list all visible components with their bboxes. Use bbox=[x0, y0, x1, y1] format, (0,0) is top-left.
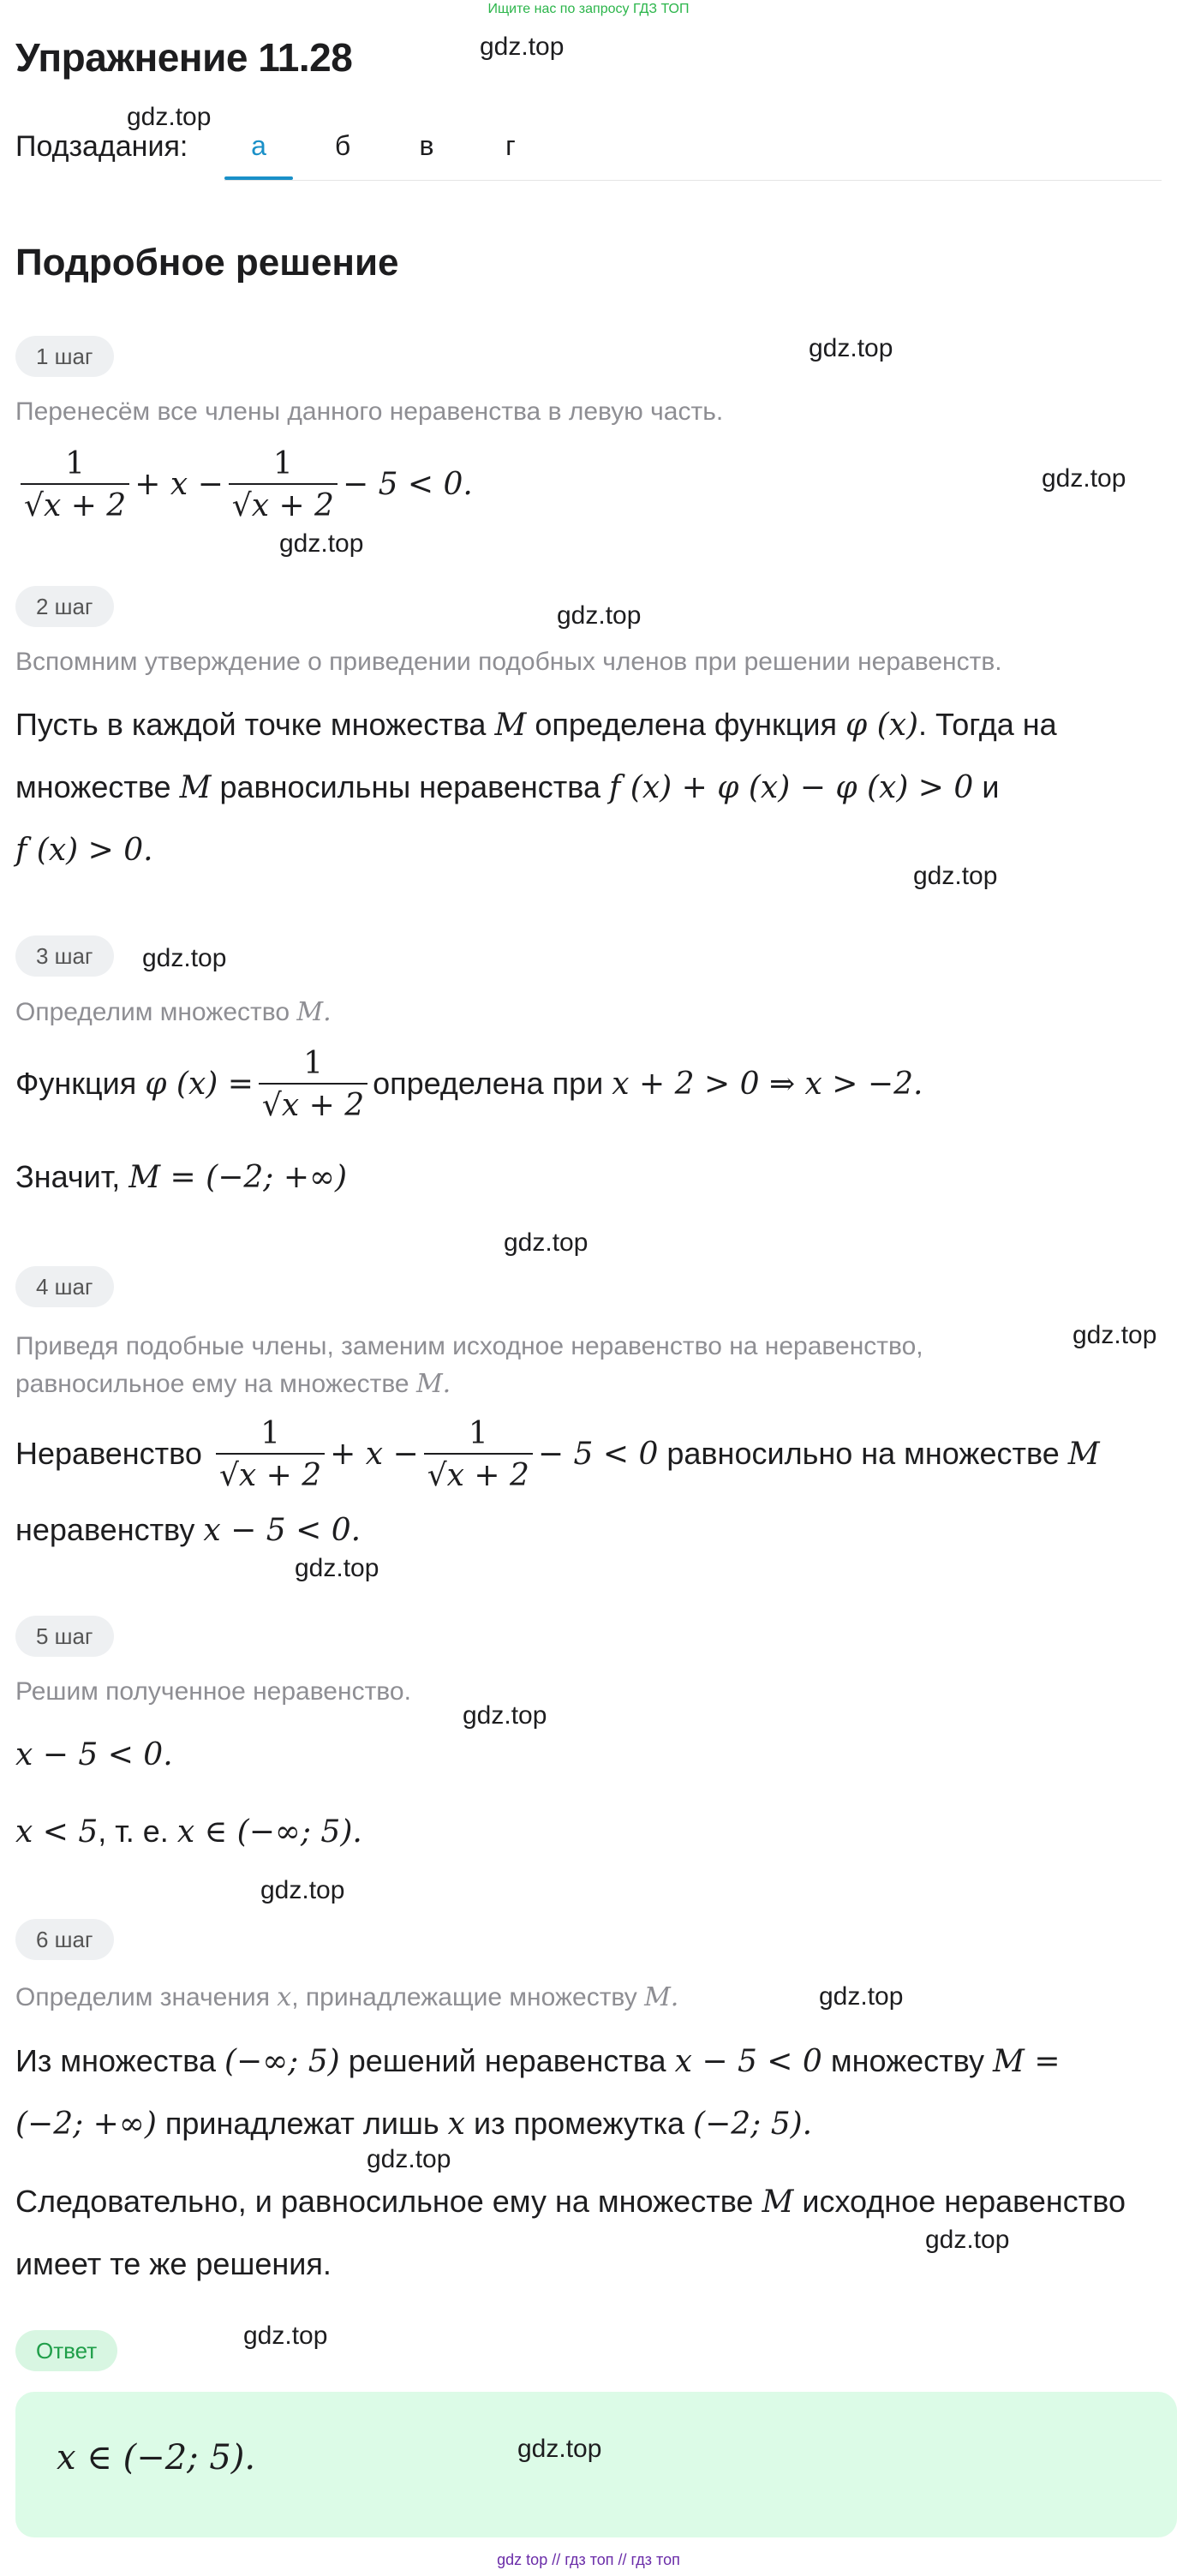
step-badge: 6 шаг bbox=[15, 1919, 114, 1960]
answer-badge: Ответ bbox=[15, 2330, 117, 2371]
step-text: Из множества (−∞; 5) решений неравенства x − 5 < 0 множеству M = (−2; +∞) принадлежат лишь x из промежутка (−2; 5). bbox=[15, 2043, 1060, 2142]
watermark: gdz.top bbox=[480, 33, 565, 61]
watermark: gdz.top bbox=[1042, 464, 1126, 493]
watermark: gdz.top bbox=[517, 2435, 602, 2463]
tab-subtask-v[interactable]: в bbox=[419, 130, 434, 161]
step-math: $\frac{1}{√x + 2}$ + x − $\frac{1}{√x + 2}$ − 5 < 0. bbox=[15, 437, 1163, 532]
watermark: gdz.top bbox=[463, 1701, 547, 1730]
step-hint: Приведя подобные члены, заменим исходное неравенство на неравенство, равносильное ему на множестве M. bbox=[15, 1332, 923, 1399]
step-text: Следовательно, и равносильное ему на множестве M исходное неравенство имеет те же решения. bbox=[15, 2184, 1126, 2281]
footer-links[interactable]: gdz top // гдз топ // гдз топ bbox=[497, 2551, 680, 2568]
fraction: $\frac{1}{√x + 2}$ bbox=[259, 1045, 367, 1126]
watermark: gdz.top bbox=[557, 601, 642, 630]
step-text: неравенству x − 5 < 0. bbox=[15, 1512, 361, 1548]
step-badge: 4 шаг bbox=[15, 1266, 114, 1307]
fraction: $\frac{1}{√x + 2}$ bbox=[229, 445, 338, 526]
watermark: gdz.top bbox=[925, 2226, 1010, 2254]
step-text: x − 5 < 0. bbox=[15, 1737, 173, 1772]
solution-heading: Подробное решение bbox=[15, 242, 399, 284]
watermark: gdz.top bbox=[295, 1554, 379, 1582]
watermark: gdz.top bbox=[127, 103, 212, 131]
step-badge: 5 шаг bbox=[15, 1616, 114, 1657]
step-badge: 3 шаг bbox=[15, 935, 114, 977]
step-hint: Определим значения x, принадлежащие множеству M. bbox=[15, 1982, 679, 2012]
watermark: gdz.top bbox=[1072, 1321, 1157, 1349]
step-text: Неравенство $\frac{1}{√x + 2}$ + x − $\frac{1}{√x + 2}$ − 5 < 0 равносильно на множестве M bbox=[15, 1407, 1163, 1502]
watermark: gdz.top bbox=[260, 1876, 345, 1904]
watermark: gdz.top bbox=[279, 529, 364, 558]
watermark: gdz.top bbox=[809, 334, 893, 362]
step-text: Функция φ (x) = $\frac{1}{√x + 2}$ определена при x + 2 > 0 ⇒ x > −2. bbox=[15, 1037, 1163, 1132]
tab-subtask-g[interactable]: г bbox=[505, 130, 516, 161]
step-hint: Определим множество M. bbox=[15, 997, 332, 1027]
step-hint: Решим полученное неравенство. bbox=[15, 1677, 411, 1706]
tab-subtask-b[interactable]: б bbox=[334, 130, 351, 161]
page-title: Упражнение 11.28 bbox=[15, 35, 353, 80]
watermark: gdz.top bbox=[142, 944, 227, 972]
fraction: $\frac{1}{√x + 2}$ bbox=[216, 1415, 325, 1496]
step-text: Пусть в каждой точке множества M определена функция φ (x). Тогда на множестве M равносильны неравенства f (x) + φ (x) − φ (x) > 0 и f (x) > 0. bbox=[15, 707, 1057, 868]
watermark: gdz.top bbox=[504, 1228, 588, 1257]
step-badge: 1 шаг bbox=[15, 336, 114, 377]
watermark: gdz.top bbox=[367, 2145, 451, 2173]
subtasks-label: Подзадания: bbox=[15, 130, 188, 163]
fraction: $\frac{1}{√x + 2}$ bbox=[21, 445, 129, 526]
watermark: gdz.top bbox=[243, 2322, 328, 2350]
top-promo-note: Ищите нас по запросу ГДЗ ТОП bbox=[487, 2, 690, 16]
answer-value: x ∈ (−2; 5). bbox=[57, 2438, 256, 2477]
active-tab-indicator bbox=[224, 176, 293, 180]
watermark: gdz.top bbox=[819, 1982, 904, 2011]
tabs-divider bbox=[224, 180, 1162, 181]
watermark: gdz.top bbox=[913, 862, 998, 890]
step-badge: 2 шаг bbox=[15, 586, 114, 627]
tab-subtask-a[interactable]: а bbox=[251, 130, 266, 161]
step-hint: Перенесём все члены данного неравенства в левую часть. bbox=[15, 397, 724, 426]
step-text: x < 5, т. е. x ∈ (−∞; 5). bbox=[15, 1814, 362, 1850]
step-text: Значит, M = (−2; +∞) bbox=[15, 1159, 348, 1195]
fraction: $\frac{1}{√x + 2}$ bbox=[424, 1415, 533, 1496]
step-hint: Вспомним утверждение о приведении подобных членов при решении неравенств. bbox=[15, 648, 1002, 676]
